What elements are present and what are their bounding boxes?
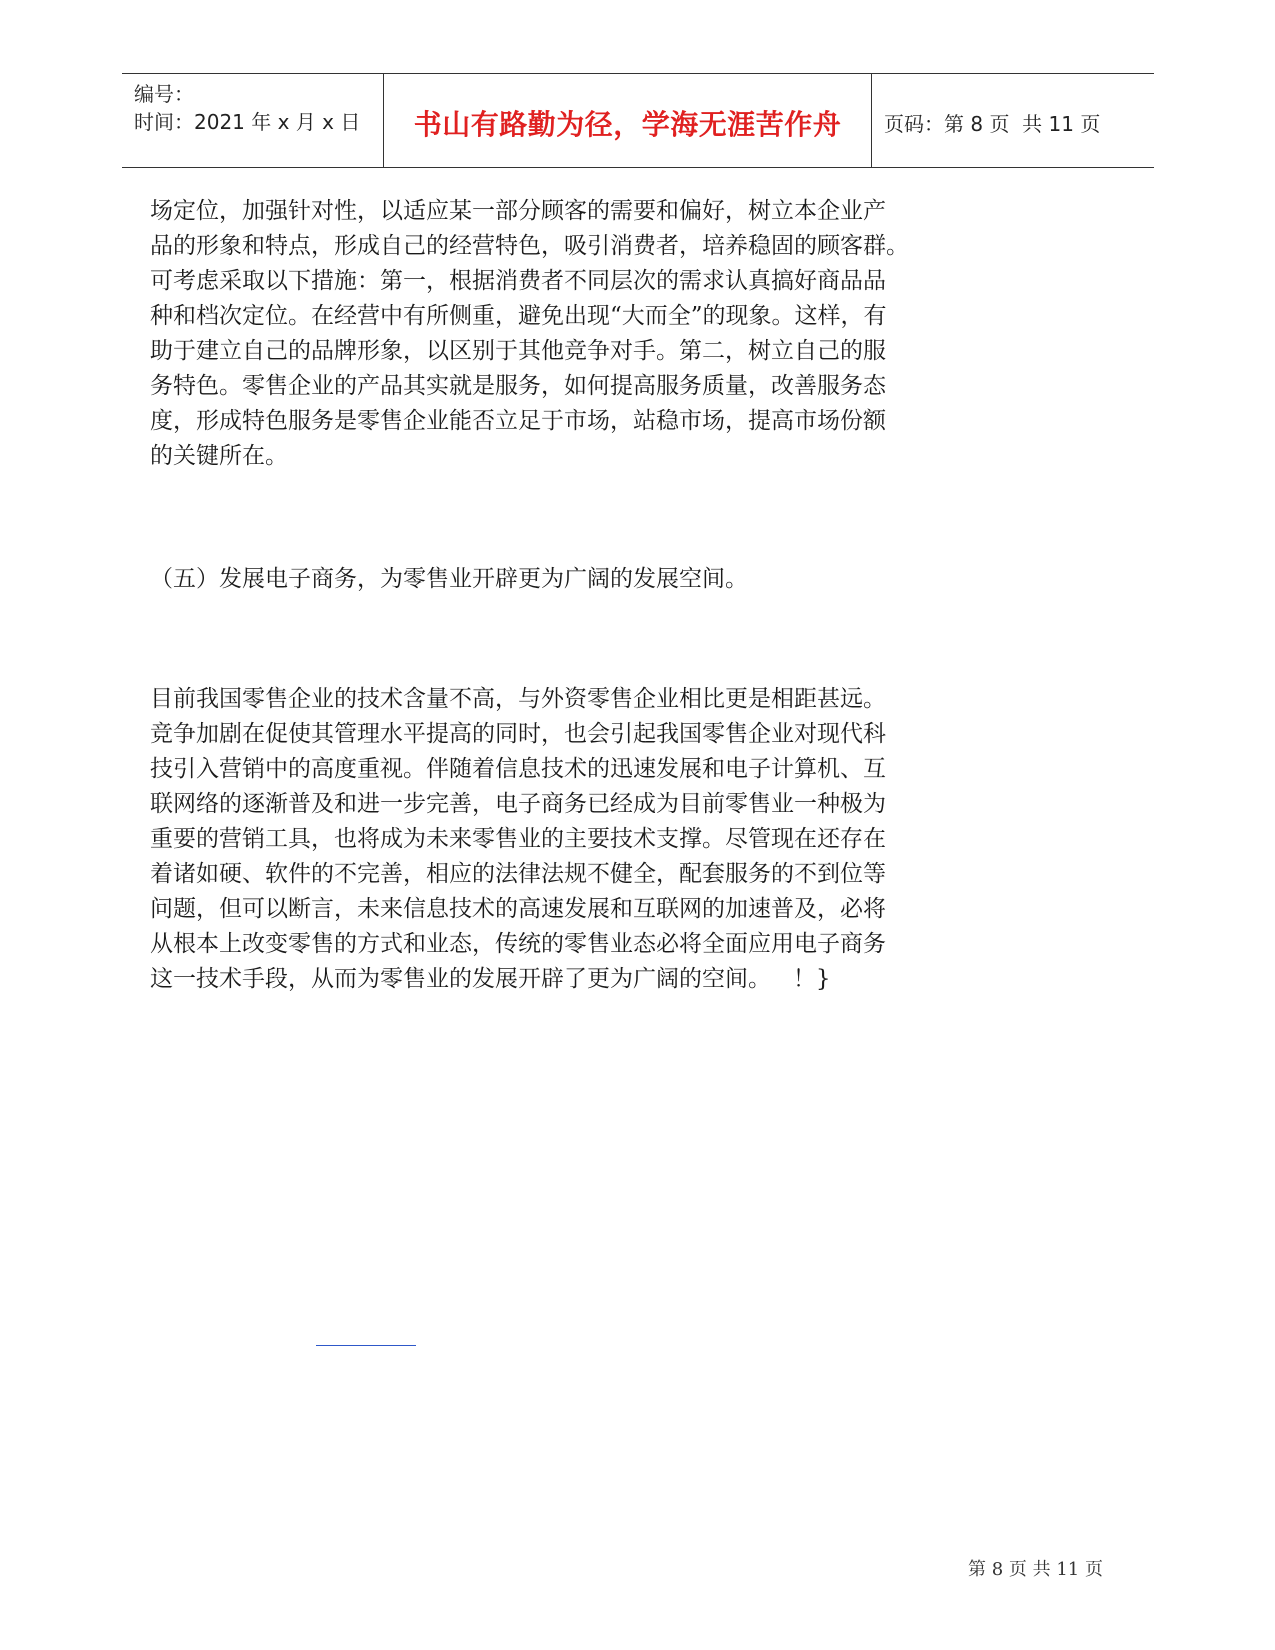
body-paragraph-1 (150, 194, 980, 474)
paragraph-line: 从根本上改变零售的方式和业态，传统的零售业态必将全面应用电子商务 (150, 931, 886, 957)
paragraph-line: 可考虑采取以下措施：第一，根据消费者不同层次的需求认真搞好商品品 (150, 268, 886, 294)
document-number-label: 编号： (134, 82, 194, 106)
paragraph-line: 联网络的逐渐普及和进一步完善，电子商务已经成为目前零售业一种极为 (150, 791, 886, 817)
header-meta (122, 74, 384, 167)
paragraph-line: 场定位，加强针对性，以适应某一部分顾客的需要和偏好，树立本企业产 (150, 198, 886, 224)
header-page-info: 页码：第 8 页 共 11 页 (884, 112, 1101, 136)
page-header (122, 73, 1154, 168)
paragraph-line: 品的形象和特点，形成自己的经营特色，吸引消费者，培养稳固的顾客群。 (150, 233, 909, 259)
paragraph-line: 着诸如硬、软件的不完善，相应的法律法规不健全，配套服务的不到位等 (150, 861, 886, 887)
paragraph-line: 种和档次定位。在经营中有所侧重，避免出现“大而全”的现象。这样，有 (150, 303, 887, 329)
paragraph-line: 的关键所在。 (150, 443, 288, 469)
document-date-label: 时间：2021 年 x 月 x 日 (134, 110, 361, 134)
paragraph-line: 这一技术手段，从而为零售业的发展开辟了更为广阔的空间。 ！} (150, 966, 831, 992)
page-footer: 第 8 页 共 11 页 (968, 1559, 1103, 1580)
paragraph-line: 度，形成特色服务是零售企业能否立足于市场，站稳市场，提高市场份额 (150, 408, 886, 434)
paragraph-line: 目前我国零售企业的技术含量不高，与外资零售企业相比更是相距甚远。 (150, 686, 886, 712)
hyperlink-underline[interactable] (316, 1345, 416, 1346)
paragraph-line: 重要的营销工具，也将成为未来零售业的主要技术支撑。尽管现在还存在 (150, 826, 886, 852)
paragraph-line: 问题，但可以断言，未来信息技术的高速发展和互联网的加速普及，必将 (150, 896, 886, 922)
paragraph-line: 助于建立自己的品牌形象，以区别于其他竞争对手。第二，树立自己的服 (150, 338, 886, 364)
section-heading-text: （五）发展电子商务，为零售业开辟更为广阔的发展空间。 (150, 566, 748, 592)
header-motto: 书山有路勤为径，学海无涯苦作舟 (384, 74, 872, 167)
paragraph-line: 务特色。零售企业的产品其实就是服务，如何提高服务质量，改善服务态 (150, 373, 886, 399)
body-paragraph-2 (150, 682, 980, 997)
paragraph-line: 技引入营销中的高度重视。伴随着信息技术的迅速发展和电子计算机、互 (150, 756, 886, 782)
paragraph-line: 竞争加剧在促使其管理水平提高的同时，也会引起我国零售企业对现代科 (150, 721, 886, 747)
section-heading (150, 562, 980, 597)
